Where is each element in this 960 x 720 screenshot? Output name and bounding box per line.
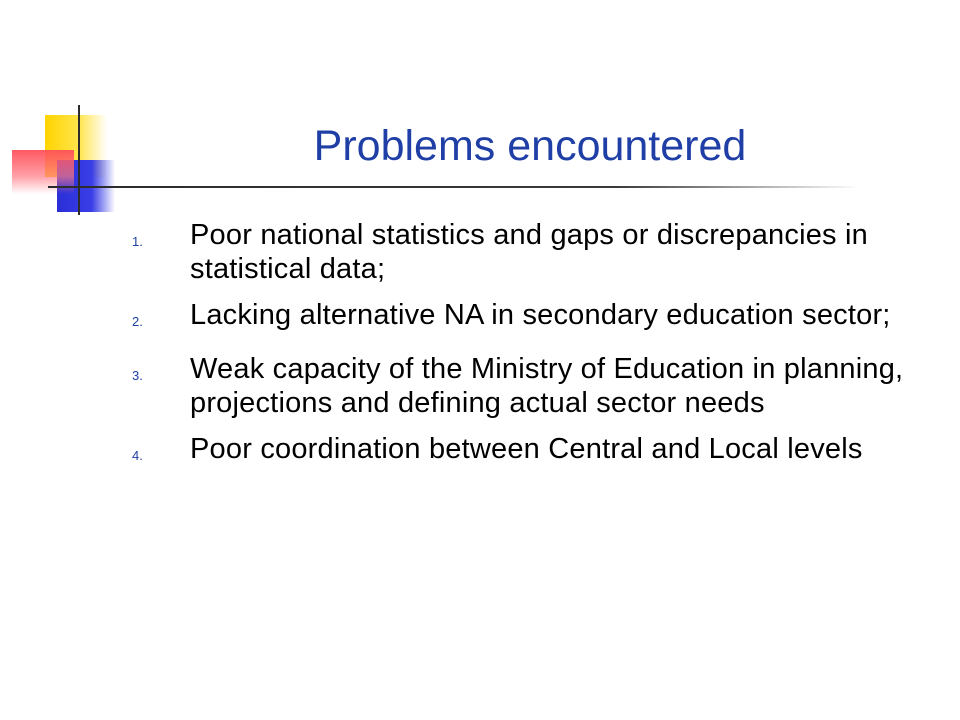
list-item — [132, 432, 922, 474]
title-underline-rule — [48, 186, 860, 188]
vertical-rule — [78, 105, 80, 215]
problem-list — [132, 218, 922, 486]
list-item-number: 2. — [132, 314, 143, 329]
list-item — [132, 218, 922, 286]
list-item-number: 1. — [132, 234, 143, 249]
list-item-number: 4. — [132, 448, 143, 463]
list-item-text: Lacking alternative NA in secondary education sector; — [190, 299, 891, 331]
list-item-number: 3. — [132, 368, 143, 383]
list-item — [132, 298, 922, 340]
list-item-text: Poor coordination between Central and Local levels — [190, 433, 863, 465]
list-item-text: Weak capacity of the Ministry of Education in planning, projections and defining actual sector needs — [190, 353, 904, 419]
slide-title: Problems encountered — [313, 122, 747, 170]
list-item — [132, 352, 922, 420]
list-item-text: Poor national statistics and gaps or discrepancies in statistical data; — [190, 219, 868, 285]
corner-decoration — [0, 0, 200, 230]
